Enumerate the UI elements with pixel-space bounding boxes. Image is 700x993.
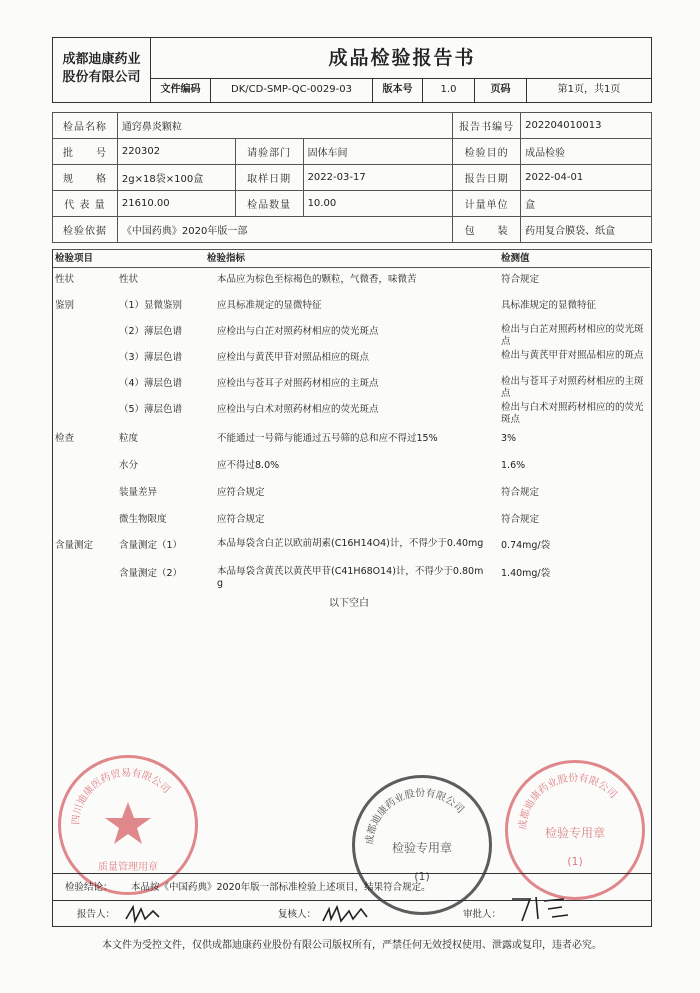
purpose-label: 检验目的: [453, 139, 521, 165]
star-icon: [61, 758, 195, 892]
row-9-subitem: 装量差异: [119, 487, 158, 498]
row-6-result: 检出与白术对照药材相应的的荧光斑点: [501, 402, 644, 425]
row-6-subitem: （5）薄层色谱: [119, 404, 183, 415]
approver-signature: [508, 893, 578, 925]
approver-label: 审批人：: [463, 909, 502, 920]
unit-value: 盒: [521, 191, 652, 217]
header-meta-row: [151, 78, 651, 102]
left-stamp-text: 四川迪康医药贸易有限公司: [70, 767, 172, 826]
row-11-result: 0.74mg/袋: [501, 540, 551, 551]
unit-label: 计量单位: [453, 191, 521, 217]
row-11-subitem: 含量测定（1）: [119, 540, 183, 551]
row-1-standard: 本品应为棕色至棕褐色的颗粒，气微香，味微苦: [217, 274, 417, 285]
row-7-subitem: 粒度: [119, 433, 139, 444]
svg-text:成都迪康药业股份有限公司: [363, 786, 467, 845]
col-header-standard: 检验指标: [207, 253, 246, 264]
row-7-category: 检查: [55, 433, 75, 444]
row-3-subitem: （2）薄层色谱: [119, 326, 183, 337]
report-date: 2022-04-01: [521, 165, 652, 191]
reporter-signature: [123, 903, 163, 925]
row-1-category: 性状: [55, 274, 75, 285]
row-8-result: 1.6%: [501, 460, 526, 471]
right-stamp-num: (1): [567, 855, 583, 868]
package-label: 包 装: [453, 217, 521, 243]
company-name: [53, 38, 151, 102]
version-value: 1.0: [423, 79, 475, 102]
row-7-result: 3%: [501, 433, 517, 444]
report-title: 成品检验报告书: [328, 47, 476, 69]
report-date-label: 报告日期: [453, 165, 521, 191]
rep-qty-label: 代 表 量: [53, 191, 118, 217]
row-3-standard: 应检出与白芷对照药材相应的荧光斑点: [217, 326, 379, 337]
signature-row: [52, 901, 652, 927]
row-2-category: 鉴别: [55, 300, 75, 311]
test-qty-label: 检品数量: [235, 191, 303, 217]
sample-date: 2022-03-17: [303, 165, 453, 191]
purpose-value: 成品检验: [521, 139, 652, 165]
report-no: 202204010013: [521, 113, 652, 139]
row-1-subitem: 性状: [119, 274, 139, 285]
spec-value: 2g×18袋×100盒: [117, 165, 235, 191]
row-8-subitem: 水分: [119, 460, 139, 471]
left-stamp-bottom-text: 质量管理用章: [98, 862, 158, 873]
row-8-standard: 应不得过8.0%: [217, 460, 280, 471]
row-2-standard: 应具标准规定的显微特征: [217, 300, 322, 311]
test-qty-value: 10.00: [303, 191, 453, 217]
info-row-basis: [53, 217, 652, 243]
row-7-standard: 不能通过一号筛与能通过五号筛的总和应不得过15%: [217, 433, 438, 444]
company-line-2: 股份有限公司: [62, 70, 141, 85]
product-name: 通窍鼻炎颗粒: [117, 113, 452, 139]
sample-date-label: 取样日期: [235, 165, 303, 191]
row-11-standard: 本品每袋含白芷以欧前胡素(C16H14O4)计，不得少于0.40mg: [217, 538, 484, 549]
batch-label: 批 号: [53, 139, 118, 165]
version-label: 版本号: [373, 79, 423, 102]
row-10-standard: 应符合规定: [217, 514, 265, 525]
row-5-standard: 应检出与苍耳子对照药材相应的主斑点: [217, 378, 379, 389]
spec-label: 规 格: [53, 165, 118, 191]
row-3-result: 检出与白芷对照药材相应的荧光斑点: [501, 324, 644, 347]
row-5-subitem: （4）薄层色谱: [119, 378, 183, 389]
middle-stamp-text: 成都迪康药业股份有限公司: [364, 787, 466, 846]
row-5-result: 检出与苍耳子对照药材相应的主斑点: [501, 376, 644, 399]
row-10-result: 符合规定: [501, 514, 540, 525]
row-6-standard: 应检出与白术对照药材相应的荧光斑点: [217, 404, 379, 415]
row-12-subitem: 含量测定（2）: [119, 568, 183, 579]
row-9-standard: 应符合规定: [217, 487, 265, 498]
info-row-spec: [53, 165, 652, 191]
reviewer-label: 复核人：: [278, 909, 317, 920]
info-row-name: [53, 113, 652, 139]
basis-label: 检验依据: [53, 217, 118, 243]
product-info-table: [52, 112, 652, 243]
row-12-standard: 本品每袋含黄芪以黄芪甲苷(C41H68O14)计，不得少于0.80mg: [217, 566, 484, 589]
document-header: [52, 37, 652, 103]
row-10-subitem: 微生物限度: [119, 514, 167, 525]
middle-stamp-num: (1): [414, 870, 430, 883]
row-4-standard: 应检出与黄芪甲苷对照品相应的斑点: [217, 352, 370, 363]
info-row-batch: [53, 139, 652, 165]
reporter-label: 报告人：: [77, 909, 116, 920]
svg-text:四川迪康医药贸易有限公司: [70, 766, 173, 825]
report-no-label: 报告书编号: [453, 113, 521, 139]
row-4-result: 检出与黄芪甲苷对照品相应的斑点: [501, 350, 644, 361]
file-code: DK/CD-SMP-QC-0029-03: [211, 79, 373, 102]
right-stamp-center: 检验专用章: [544, 826, 606, 840]
row-1-result: 符合规定: [501, 274, 540, 285]
conclusion-label: 检验结论：: [65, 882, 113, 893]
col-header-item: 检验项目: [55, 253, 94, 264]
blank-below-note: 以下空白: [329, 598, 369, 609]
reviewer-signature: [321, 903, 371, 925]
dept-value: 固体车间: [303, 139, 453, 165]
product-name-label: 检品名称: [53, 113, 118, 139]
footer-notice: 本文件为受控文件，仅供成都迪康药业股份有限公司版权所有，严禁任何无效授权使用、泄露或复印，违者必究。: [102, 940, 602, 951]
svg-text:成都迪康药业股份有限公司: [516, 771, 620, 830]
right-stamp-text: 成都迪康药业股份有限公司: [517, 772, 619, 831]
page-value: 第1页，共1页: [557, 84, 621, 95]
file-code-label: 文件编码: [151, 79, 211, 102]
row-2-result: 具标准规定的显微特征: [501, 300, 597, 311]
row-9-result: 符合规定: [501, 487, 540, 498]
row-4-subitem: （3）薄层色谱: [119, 352, 183, 363]
company-line-1: 成都迪康药业: [62, 52, 141, 67]
col-header-result: 检测值: [501, 253, 530, 264]
dept-label: 请验部门: [235, 139, 303, 165]
page-label: 页码: [475, 79, 527, 102]
info-row-qty: [53, 191, 652, 217]
basis-value: 《中国药典》2020年版一部: [117, 217, 452, 243]
conclusion-text: 本品按《中国药典》2020年版一部标准检验上述项目，结果符合规定。: [131, 882, 431, 893]
row-12-result: 1.40mg/袋: [501, 568, 551, 579]
package-value: 药用复合膜袋、纸盒: [521, 217, 652, 243]
row-2-subitem: （1）显微鉴别: [119, 300, 183, 311]
row-11-category: 含量测定: [55, 540, 94, 551]
rep-qty-value: 21610.00: [117, 191, 235, 217]
middle-stamp-center: 检验专用章: [391, 841, 453, 855]
batch-value: 220302: [117, 139, 235, 165]
